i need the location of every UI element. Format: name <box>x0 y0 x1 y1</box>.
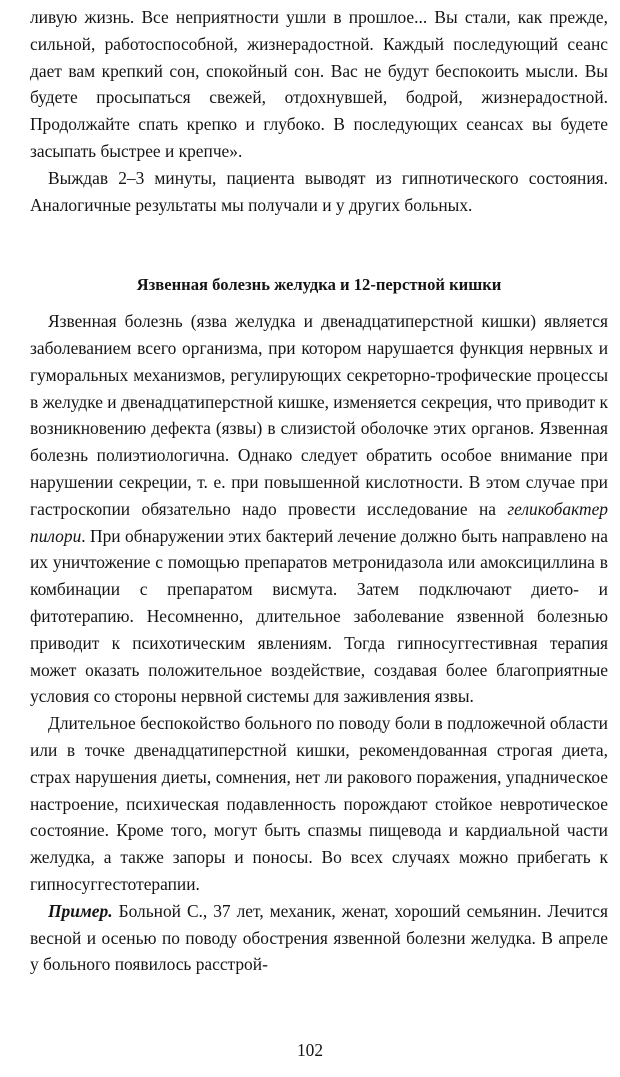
paragraph-example <box>30 898 608 978</box>
paragraph-ulcer-definition <box>30 308 608 710</box>
paragraph-ulcer-text-end: . При обнаружении этих бактерий лечение должно быть направлено на их уничтожение с помощью препаратов метронидазола или амоксициллина в комбинации с препаратом висмута. Затем подключают дието- и фитотерапию. Несомненно, длительное заболевание язвенной болезнью приводит к психотическим явлениям. Тогда гипносуггестивная терапия может оказать положительное воздействие, создавая более благоприятные условия со стороны нервной системы для заживления язвы. <box>30 525 608 707</box>
paragraph-hypnosis-suggestion: ливую жизнь. Все неприятности ушли в прошлое... Вы стали, как прежде, сильной, работоспособной, жизнерадостной. Каждый последующий сеанс дает вам крепкий сон, спокойный сон. Вас не будут беспокоить мысли. Вы будете просыпаться свежей, отдохнувшей, бодрой, жизнерадостной. Продолжайте спать крепко и глубоко. В последующих сеансах вы будете засыпать быстрее и крепче». <box>30 7 608 161</box>
page-number: 102 <box>296 1040 324 1060</box>
book-page <box>30 4 608 978</box>
section-heading: Язвенная болезнь желудка и 12-перстной кишки <box>136 275 502 295</box>
paragraph-session-end: Выждав 2–3 минуты, пациента выводят из гипнотического состояния. Аналогичные результаты мы получали и у других больных. <box>30 167 608 215</box>
example-text: Больной С., 37 лет, механик, женат, хороший семьянин. Лечится весной и осенью по поводу обострения язвенной болезни желудка. В апреле у больного появилось расстрой- <box>30 900 608 975</box>
paragraph-ulcer-text-start: Язвенная болезнь (язва желудка и двенадцатиперстной кишки) является заболеванием всего организма, при котором нарушается функция нервных и гуморальных механизмов, регулирующих секреторно-трофические процессы в желудке и двенадцатиперстной кишке, изменяется секреция, что приводит к возникновению дефекта (язвы) в слизистой оболочке этих органов. Язвенная болезнь полиэтиологична. Однако следует обратить особое внимание при нарушении секреции, т. е. при повышенной кислотности. В этом случае при гастроскопии обязательно надо провести исследование на <box>30 311 608 519</box>
paragraph-anxiety: Длительное беспокойство больного по поводу боли в подложечной области или в точке двенадцатиперстной кишки, рекомендованная строгая диета, страх нарушения диеты, сомнения, нет ли ракового поражения, упадническое настроение, психическая подавленность порождают стойкое невротическое состояние. Кроме того, могут быть спазмы пищевода и кардиальной части желудка, а также запоры и поносы. Во всех случаях можно прибегать к гипносуггестотерапии. <box>30 713 608 894</box>
example-lead: Пример. <box>48 900 113 921</box>
section-gap <box>30 218 608 272</box>
helicobacter-term: геликобактер пилори <box>30 498 608 546</box>
